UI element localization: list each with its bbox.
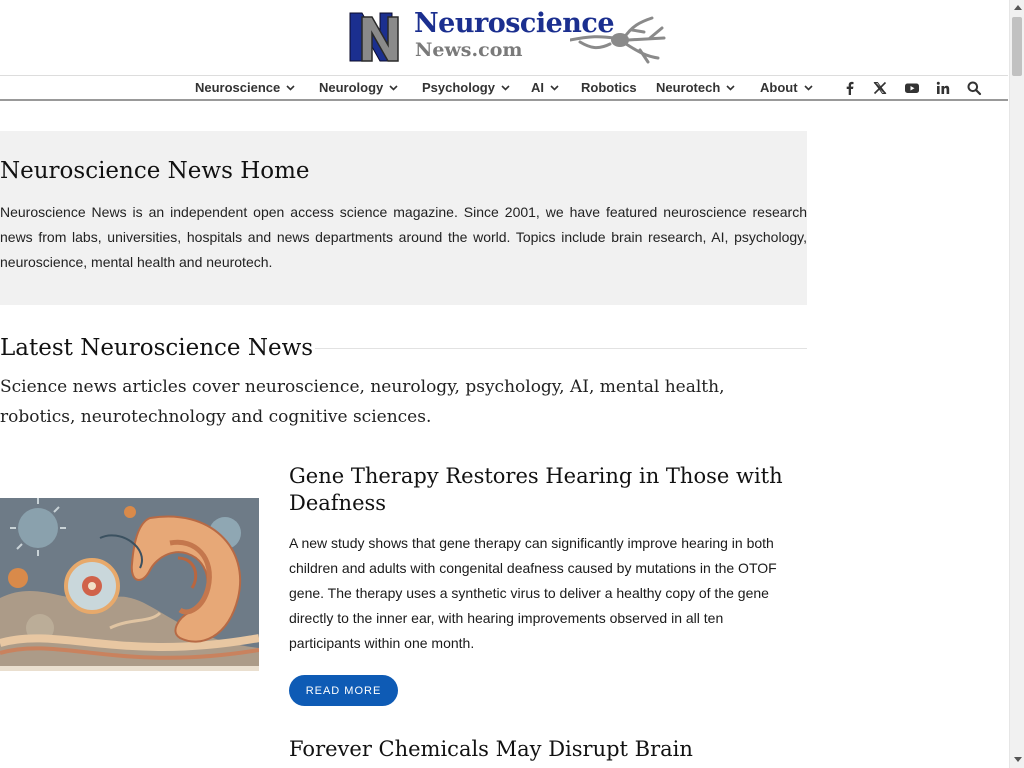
heading-divider <box>315 348 807 349</box>
article-title[interactable]: Gene Therapy Restores Hearing in Those with Deafness <box>289 464 783 515</box>
search-icon[interactable] <box>966 80 982 96</box>
page-scrollbar[interactable] <box>1009 0 1024 768</box>
chevron-down-icon <box>389 85 398 91</box>
chevron-down-icon <box>501 85 510 91</box>
nav-label: About <box>760 80 798 95</box>
nav-item-neurotech[interactable] <box>656 80 735 95</box>
facebook-icon[interactable] <box>842 80 858 96</box>
read-more-button[interactable]: READ MORE <box>289 675 398 706</box>
nav-item-robotics[interactable] <box>581 80 637 95</box>
site-logo[interactable] <box>348 10 670 66</box>
x-icon[interactable] <box>872 80 888 96</box>
nav-item-about[interactable] <box>760 80 813 95</box>
nav-label: Psychology <box>422 80 495 95</box>
article-title[interactable]: Forever Chemicals May Disrupt Brain <box>289 737 693 761</box>
intro-section <box>0 131 807 305</box>
scroll-down-icon[interactable] <box>1014 757 1022 762</box>
latest-news-heading: Latest Neuroscience News <box>0 335 314 361</box>
page-title: Neuroscience News Home <box>0 158 310 184</box>
nav-item-neuroscience[interactable] <box>195 80 295 95</box>
logo-line2: News.com <box>415 39 523 61</box>
nav-label: AI <box>531 80 544 95</box>
nav-item-psychology[interactable] <box>422 80 510 95</box>
article-excerpt: A new study shows that gene therapy can significantly improve hearing in both children and adults with congenital deafness caused by mutations in the OTOF gene. The therapy uses a synthetic virus to deliver a healthy copy of the gene directly to the inner ear, with hearing improvements observed in all ten participants within one month. <box>289 535 777 651</box>
scroll-up-icon[interactable] <box>1014 5 1022 10</box>
chevron-down-icon <box>804 85 813 91</box>
logo-mark-icon <box>348 11 406 63</box>
nav-label: Neurology <box>319 80 384 95</box>
nav-label: Neuroscience <box>195 80 281 95</box>
neuron-icon <box>570 14 670 66</box>
youtube-icon[interactable] <box>904 80 920 96</box>
main-nav <box>0 76 1008 101</box>
scrollbar-thumb[interactable] <box>1012 17 1022 76</box>
nav-item-ai[interactable] <box>531 80 559 95</box>
nav-item-neurology[interactable] <box>319 80 398 95</box>
site-header <box>0 0 1008 76</box>
chevron-down-icon <box>286 85 295 91</box>
linkedin-icon[interactable] <box>935 80 951 96</box>
latest-news-subtitle: Science news articles cover neuroscience, neurology, psychology, AI, mental health, robotics, neurotechnology and cognitive sciences. <box>0 377 725 427</box>
nav-label: Neurotech <box>656 80 721 95</box>
chevron-down-icon <box>726 85 735 91</box>
ear-illustration-icon <box>0 498 259 671</box>
chevron-down-icon <box>550 85 559 91</box>
nav-label: Robotics <box>581 80 637 95</box>
article-thumbnail[interactable] <box>0 498 259 671</box>
logo-line1: Neuroscience <box>414 8 615 39</box>
intro-description: Neuroscience News is an independent open access science magazine. Since 2001, we have featured neuroscience research news from labs, universities, hospitals and news departments around the world. Topics include brain research, AI, psychology, neuroscience, mental health and neurotech. <box>0 204 807 270</box>
